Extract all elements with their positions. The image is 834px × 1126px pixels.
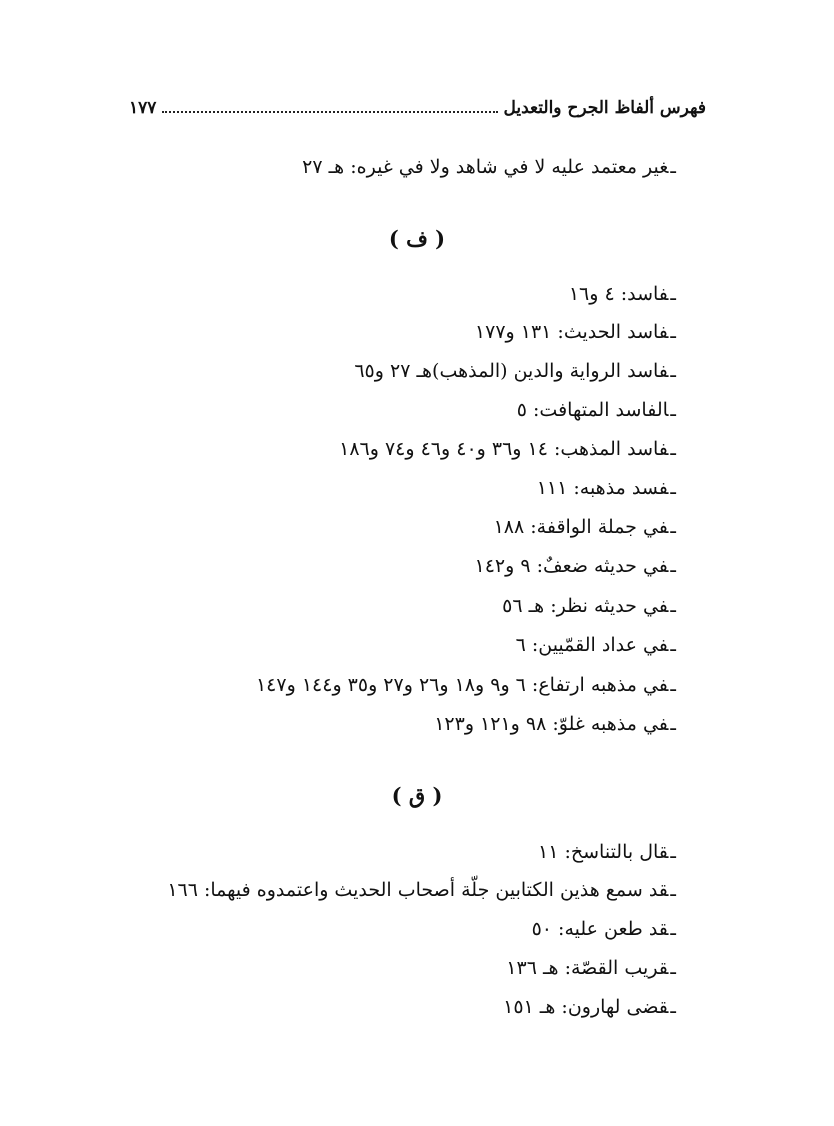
index-entry: ـفي مذهبه ارتفاع: ٦ و٩ و١٨ و٢٦ و٢٧ و٣٥ و١٤٤ و١٤٧ xyxy=(255,674,676,696)
index-entry: ـفي مذهبه غلوّ: ٩٨ و١٢١ و١٢٣ xyxy=(434,713,676,735)
index-entry: ـفاسد الرواية والدين (المذهب)هـ ٢٧ و٦٥ xyxy=(354,360,676,382)
section-heading-qaf: ( ق ) xyxy=(391,783,443,808)
index-entry: ـقد طعن عليه: ٥٠ xyxy=(531,918,676,940)
index-entry: ـقضى لهارون: هـ ١٥١ xyxy=(503,996,676,1018)
index-entry: ـقال بالتناسخ: ١١ xyxy=(538,841,676,863)
index-entry: ـفي حديثه نظر: هـ ٥٦ xyxy=(502,595,676,617)
index-entry: ـغير معتمد عليه لا في شاهد ولا في غيره: هـ ٢٧ xyxy=(302,156,676,178)
index-entry: ـقريب القصّة: هـ ١٣٦ xyxy=(506,957,676,979)
index-entry: ـفاسد: ٤ و١٦ xyxy=(568,283,676,305)
index-entry: ـفي حديثه ضعفٌ: ٩ و١٤٢ xyxy=(474,555,676,577)
entry-dash: ـ xyxy=(670,156,676,178)
section-heading-fa: ( ف ) xyxy=(388,226,446,251)
index-entry: ـالفاسد المتهافت: ٥ xyxy=(516,399,676,421)
index-entry: ـقد سمع هذين الكتابين جلّة أصحاب الحديث واعتمدوه فيهما: ١٦٦ xyxy=(167,879,676,901)
index-entry: ـفي جملة الواقفة: ١٨٨ xyxy=(493,516,676,538)
running-header xyxy=(129,98,706,128)
index-entry: ـفاسد الحديث: ١٣١ و١٧٧ xyxy=(474,321,676,343)
index-entry: ـفاسد المذهب: ١٤ و٣٦ و٤٠ و٤٦ و٧٤ و١٨٦ xyxy=(339,438,676,460)
header-leader-dots xyxy=(162,99,497,113)
index-entry: ـفي عداد القمّيين: ٦ xyxy=(515,634,676,656)
page-number: ١٧٧ xyxy=(129,98,157,118)
header-title: فهرس ألفاظ الجرح والتعديل xyxy=(503,98,706,118)
index-entry: ـفسد مذهبه: ١١١ xyxy=(536,477,676,499)
